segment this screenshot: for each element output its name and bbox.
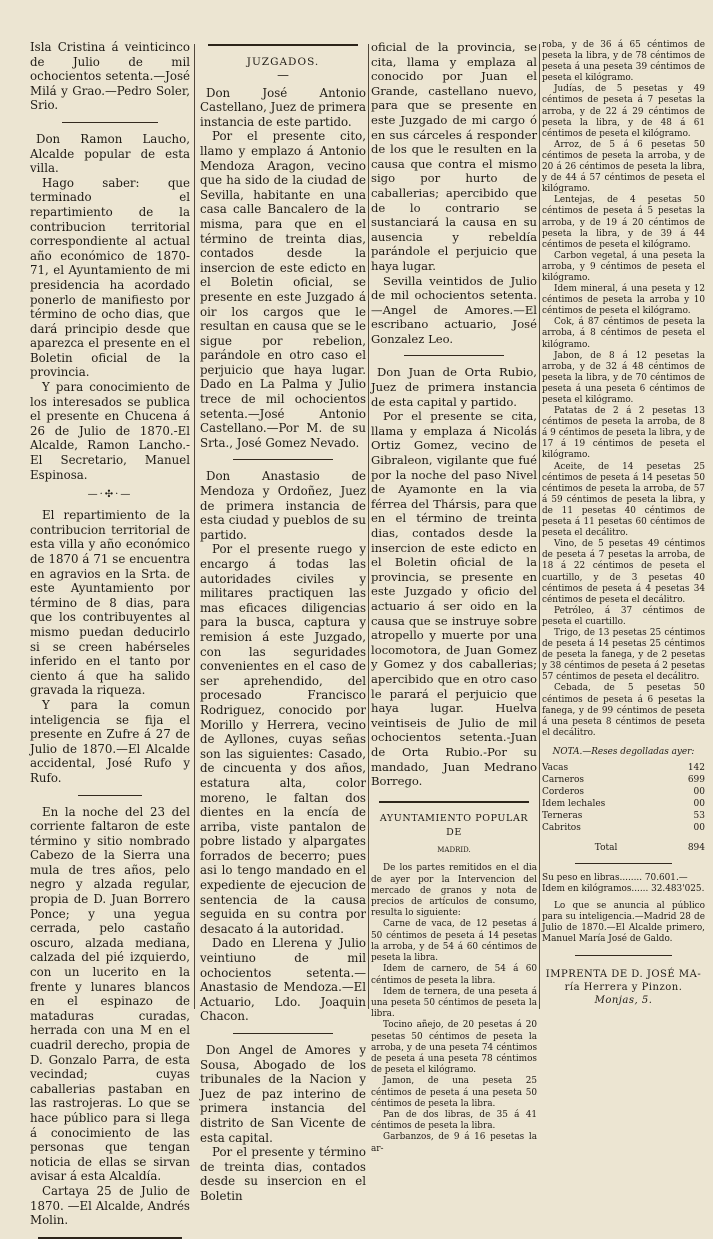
notice-heading: Don Angel de Amores y Sousa, Abogado de los tribunales de la Nacion y Juez de paz interino de primera instancia del distrito de San Vicente de esta capital. bbox=[200, 1043, 366, 1145]
notice-body: En la noche del 23 del corriente faltaron de este término y sitio nombrado Cabezo de la Sierra una mula de tres años, pelo negro y alzada regular, propia de D. Juan Borrero Ponce; y una yegua cerrada, pelo castaño oscuro, alzada mediana, calzada del pié izquierdo, con un lucerito en la frente y lunares blancos en el espinazo de mataduras curadas, herrada con una M en el cuadril derecho, propia de D. Gonzalo Parra, de esta vecindad; cuyas caballerias pastaban en las rastrojeras. Lo que se hace público para si llega á conocimiento de las personas que tengan noticia de ellas se sirvan avisar á esta Alcaldía. bbox=[30, 804, 190, 1184]
market-paragraph: Tocino añejo, de 20 pesetas á 20 pesetas 50 céntimos de peseta la arroba, y de una peseta 74 céntimos de peseta á una peseta 78 céntimos de peseta el kilógramo. bbox=[371, 1020, 537, 1076]
notice-body: Cartaya 25 de Julio de 1870. —El Alcalde, Andrés Molin. bbox=[30, 1183, 190, 1228]
column-3 bbox=[371, 40, 537, 1154]
price-paragraph: Jabon, de 8 á 12 pesetas la arroba, y de 32 á 48 céntimos de peseta la libra, y de 70 céntimos de peseta á una peseta 6 céntimos de peseta el kilógramo. bbox=[542, 350, 705, 405]
reses-table bbox=[542, 762, 705, 854]
separator bbox=[575, 955, 673, 956]
printer-line-2: ría Herrera y Pinzon. bbox=[564, 981, 683, 993]
separator bbox=[78, 795, 142, 796]
notice-body: Por el presente ruego y encargo á todas las autoridades civiles y militares practiquen las mas eficaces diligencias para la busca, captura y remision á este Juzgado, con las seguridades convenientes en el caso de ser aprehendido, del procesado Francisco Rodriguez, conocido por Morillo y Herrera, vecino de Ayllones, cuyas señas son las siguientes: Casado, de cincuenta y dos años, estatura alta, color moreno, le faltan dos dientes en la encía de arriba, viste pantalon de pobre listado y alpargates forrados de becerro; pues asi lo tengo mandado en el expediente de ejecucion de sentencia de la causa seguida en su contra por desacato á la autoridad. bbox=[200, 542, 366, 936]
market-paragraph: Carne de vaca, de 12 pesetas á 50 céntimos de peseta á 14 pesetas la arroba, y de 54 á 60 céntimos de peseta la libra. bbox=[371, 919, 537, 964]
column-2 bbox=[200, 40, 366, 1203]
column-rule bbox=[539, 44, 540, 1009]
peso-libras: Su peso en libras........ 70.601.— bbox=[542, 873, 688, 883]
separator bbox=[575, 863, 673, 864]
row-label: Idem lechales bbox=[542, 799, 606, 809]
separator bbox=[38, 1237, 182, 1239]
row-value: 00 bbox=[693, 787, 705, 797]
market-paragraph: Garbanzos, de 9 á 16 pesetas la ar- bbox=[371, 1132, 537, 1154]
price-paragraph: Trigo, de 13 pesetas 25 céntimos de peseta á 14 pesetas 25 céntimos de peseta la fanega, y de 2 pesetas y 38 céntimos de peseta á 2 pesetas 57 céntimos de peseta el decálitro. bbox=[542, 627, 705, 683]
price-paragraph: Cok, á 87 céntimos de peseta la arroba, á 8 céntimos de peseta el kilógramo. bbox=[542, 317, 705, 350]
row-label: Terneras bbox=[542, 811, 583, 821]
price-paragraph: Arroz, de 5 á 6 pesetas 50 céntimos de peseta la arroba, y de 20 á 26 céntimos de peseta la libra, y de 44 á 57 céntimos de peseta el kilógramo. bbox=[542, 139, 705, 195]
separator bbox=[233, 1033, 333, 1034]
table-row bbox=[542, 774, 705, 786]
row-value: 00 bbox=[693, 823, 705, 833]
separator bbox=[404, 355, 504, 356]
notice-heading: Don Anastasio de Mendoza y Ordoñez, Juez de primera instancia de esta ciudad y pueblos de su partido. bbox=[200, 469, 366, 542]
notice-heading: Don Juan de Orta Rubio, Juez de primera instancia de esta capital y partido. bbox=[371, 365, 537, 409]
notice-body: Y para conocimiento de los interesados se publica el presente en Chucena á 26 de Julio de 1870.-El Alcalde, Ramon Lancho.-El Secretario, Manuel Espinosa. bbox=[30, 380, 190, 482]
separator bbox=[379, 801, 528, 803]
row-label: Carneros bbox=[542, 775, 585, 785]
table-row bbox=[542, 762, 705, 774]
table-row bbox=[542, 798, 705, 810]
closing-note: Lo que se anuncia al público para su inteligencia.—Madrid 28 de Julio de 1870.—El Alcalde primero, Manuel María José de Galdo. bbox=[542, 901, 705, 945]
section-heading: AYUNTAMIENTO POPULAR DE bbox=[379, 812, 529, 839]
price-paragraph: Carbon vegetal, á una peseta la arroba, y 9 céntimos de peseta el kilógramo. bbox=[542, 250, 705, 283]
notice-body: Por el presente cito, llamo y emplazo á Antonio Mendoza Aragon, vecino que ha sido de la ciudad de Sevilla, habitante en una casa calle Bancalero de la misma, para que en el término de treinta dias, contados desde la insercion de este edicto en el Boletin oficial, se presente en este Juzgado á oir los cargos que le resultan en causa que se le sigue por rebelion, parándole en otro caso el perjuicio que haya lugar. Dado en La Palma y Julio trece de mil ochocientos setenta.—José Antonio Castellano.—Por M. de su Srta., José Gomez Nevado. bbox=[200, 129, 366, 450]
row-value: 00 bbox=[693, 799, 705, 809]
separator bbox=[233, 459, 333, 460]
row-label: Corderos bbox=[542, 787, 585, 797]
peso-kilos: Idem en kilógramos...... 32.483'025. bbox=[542, 884, 705, 895]
notice-isla-cristina: Isla Cristina á veinticinco de Julio de mil ochocientos setenta.—José Milá y Grao.—Pedro Soler, Srio. bbox=[30, 40, 190, 113]
printer-credit bbox=[542, 968, 705, 1007]
notice-body: Sevilla veintidos de Julio de mil ochocientos setenta.—Angel de Amores.—El escribano actuario, José Gonzalez Leo. bbox=[371, 273, 537, 346]
market-paragraph: Pan de dos libras, de 35 á 41 céntimos de peseta la libra. bbox=[371, 1109, 537, 1132]
separator bbox=[62, 122, 158, 123]
total-row bbox=[542, 834, 705, 854]
printer-line-1: IMPRENTA DE D. JOSÉ MA- bbox=[545, 968, 702, 980]
notice-body: Dado en Llerena y Julio veintiuno de mil ochocientos setenta.—Anastasio de Mendoza.—El Actuario, Ldo. Joaquin Chacon. bbox=[200, 936, 366, 1024]
row-label: Vacas bbox=[542, 763, 569, 773]
table-row bbox=[542, 822, 705, 834]
column-1 bbox=[30, 40, 190, 1228]
reses-note: NOTA.—Reses degolladas ayer: bbox=[552, 746, 695, 757]
table-row bbox=[542, 786, 705, 798]
price-paragraph: Petróleo, á 37 céntimos de peseta el cuartillo. bbox=[542, 605, 705, 627]
market-paragraph: De los partes remitidos en el dia de ayer por la Intervencion del mercado de granos y nota de precios de artículos de consumo, resulta lo siguiente: bbox=[371, 863, 537, 919]
price-paragraph: Idem mineral, á una peseta y 12 céntimos de peseta la arroba y 10 céntimos de peseta el kilógramo. bbox=[542, 284, 705, 317]
notice-heading: Don José Antonio Castellano, Juez de primera instancia de este partido. bbox=[200, 85, 366, 129]
price-paragraph: Cebada, de 5 pesetas 50 céntimos de peseta á 6 pesetas la fanega, y de 99 céntimos de peseta á una peseta 8 céntimos de peseta el decálitro. bbox=[542, 683, 705, 738]
section-subheading: MADRID. bbox=[437, 845, 471, 854]
market-paragraph: Jamon, de una peseta 25 céntimos de peseta á una peseta 50 céntimos de peseta la libra. bbox=[371, 1076, 537, 1109]
ornament-divider: —·✣·— bbox=[87, 489, 133, 501]
table-row bbox=[542, 810, 705, 822]
column-4 bbox=[542, 40, 705, 1015]
column-rule bbox=[368, 44, 369, 1009]
total-value: 894 bbox=[687, 843, 705, 853]
price-paragraph: Patatas de 2 á 2 pesetas 13 céntimos de peseta la arroba, de 8 á 9 céntimos de peseta la libra, y de 17 á 19 céntimos de peseta el kilógramo. bbox=[542, 406, 705, 461]
market-paragraph: Idem de carnero, de 54 á 60 céntimos de peseta la libra. bbox=[371, 964, 537, 986]
printer-address: Monjas, 5. bbox=[594, 994, 653, 1006]
price-paragraph: roba, y de 36 á 65 céntimos de peseta la libra, y de 78 céntimos de peseta á una peseta 39 céntimos de peseta el kilógramo. bbox=[542, 40, 705, 84]
notice-body: Y para la comun inteligencia se fija el presente en Zufre á 27 de Julio de 1870.—El Alcalde accidental, José Rufo y Rufo. bbox=[30, 697, 190, 785]
price-paragraph: Aceite, de 14 pesetas 25 céntimos de peseta á 14 pesetas 50 céntimos de peseta la arroba, de 57 á 59 céntimos de peseta la libra, y de 11 pesetas 40 céntimos de peseta á 11 pesetas 60 céntimos de peseta el decálitro. bbox=[542, 461, 705, 539]
total-label: Total bbox=[594, 843, 618, 853]
price-paragraph: Judías, de 5 pesetas y 49 céntimos de peseta á 7 pesetas la arroba, y de 22 á 29 céntimos de peseta la libra, y de 48 á 61 céntimos de peseta el kilógramo. bbox=[542, 84, 705, 139]
market-paragraph: Idem de ternera, de una peseta á una peseta 50 céntimos de peseta la libra. bbox=[371, 986, 537, 1020]
price-paragraph: Vino, de 5 pesetas 49 céntimos de peseta á 7 pesetas la arroba, de 18 á 22 céntimos de peseta el cuartillo, y de 3 pesetas 40 céntimos de peseta á 4 pesetas 34 céntimos de peseta el decálitro. bbox=[542, 539, 705, 605]
section-title: JUZGADOS. bbox=[246, 56, 320, 68]
column-rule bbox=[194, 44, 195, 1009]
notice-body: El repartimiento de la contribucion territorial de esta villa y año económico de 1870 á 71 se encuentra en agravios en la Srta. de este Ayuntamiento por término de 8 dias, para que los contribuyentes al mismo puedan deducirlo si se creen habérseles inferido en el tanto por ciento á que ha salido gravada la riqueza. bbox=[30, 508, 190, 698]
notice-body: Por el presente se cita, llama y emplaza á Nicolás Ortiz Gomez, vecino de Gibraleon, vigilante que fué por la noche del paso Nivel de Ayamonte en la via férrea del Thársis, para que en el término de treinta dias, contados desde la insercion de este edicto en el Boletin oficial de la provincia, se presente en este Juzgado y oficio del actuario á ser oido en la causa que se instruye sobre atropello y muerte por una locomotora, de Juan Gomez y Gomez y dos caballerias; apercibido que en otro caso le parará el perjuicio que haya lugar. Huelva veintiseis de Julio de mil ochocientos setenta.-Juan de Orta Rubio.-Por su mandado, Juan Medrano Borrego. bbox=[371, 409, 537, 789]
notice-body: Hago saber: que terminado el repartimiento de la contribucion territorial correspondiente al actual año económico de 1870-71, el Ayuntamiento de mi presidencia ha acordado ponerlo de manifiesto por término de ocho dias, que dará principio desde que aparezca el presente en el Boletin oficial de la provincia. bbox=[30, 175, 190, 380]
row-value: 53 bbox=[693, 811, 705, 821]
price-paragraph: Lentejas, de 4 pesetas 50 céntimos de peseta á 5 pesetas la arroba, y de 19 á 20 céntimos de peseta la libra, y de 39 á 44 céntimos de peseta el kilógramo. bbox=[542, 195, 705, 250]
separator bbox=[208, 44, 357, 46]
title-dash: — bbox=[277, 67, 289, 82]
row-value: 142 bbox=[687, 763, 705, 773]
notice-body: oficial de la provincia, se cita, llama y emplaza al conocido por Juan el Grande, castellano nuevo, para que se presente en este Juzgado de mi cargo ó en sus cárceles á responder de los que le resulten en la causa que contra el mismo sigo por hurto de caballerias; apercibido que de lo contrario se sustanciará la causa en su ausencia y rebeldía parándole el perjuicio que haya lugar. bbox=[371, 40, 537, 273]
row-value: 699 bbox=[687, 775, 705, 785]
notice-body: Por el presente y término de treinta dias, contados desde su insercion en el Boletin bbox=[200, 1145, 366, 1203]
notice-heading: Don Ramon Laucho, Alcalde popular de esta villa. bbox=[30, 131, 190, 176]
row-label: Cabritos bbox=[542, 823, 581, 833]
